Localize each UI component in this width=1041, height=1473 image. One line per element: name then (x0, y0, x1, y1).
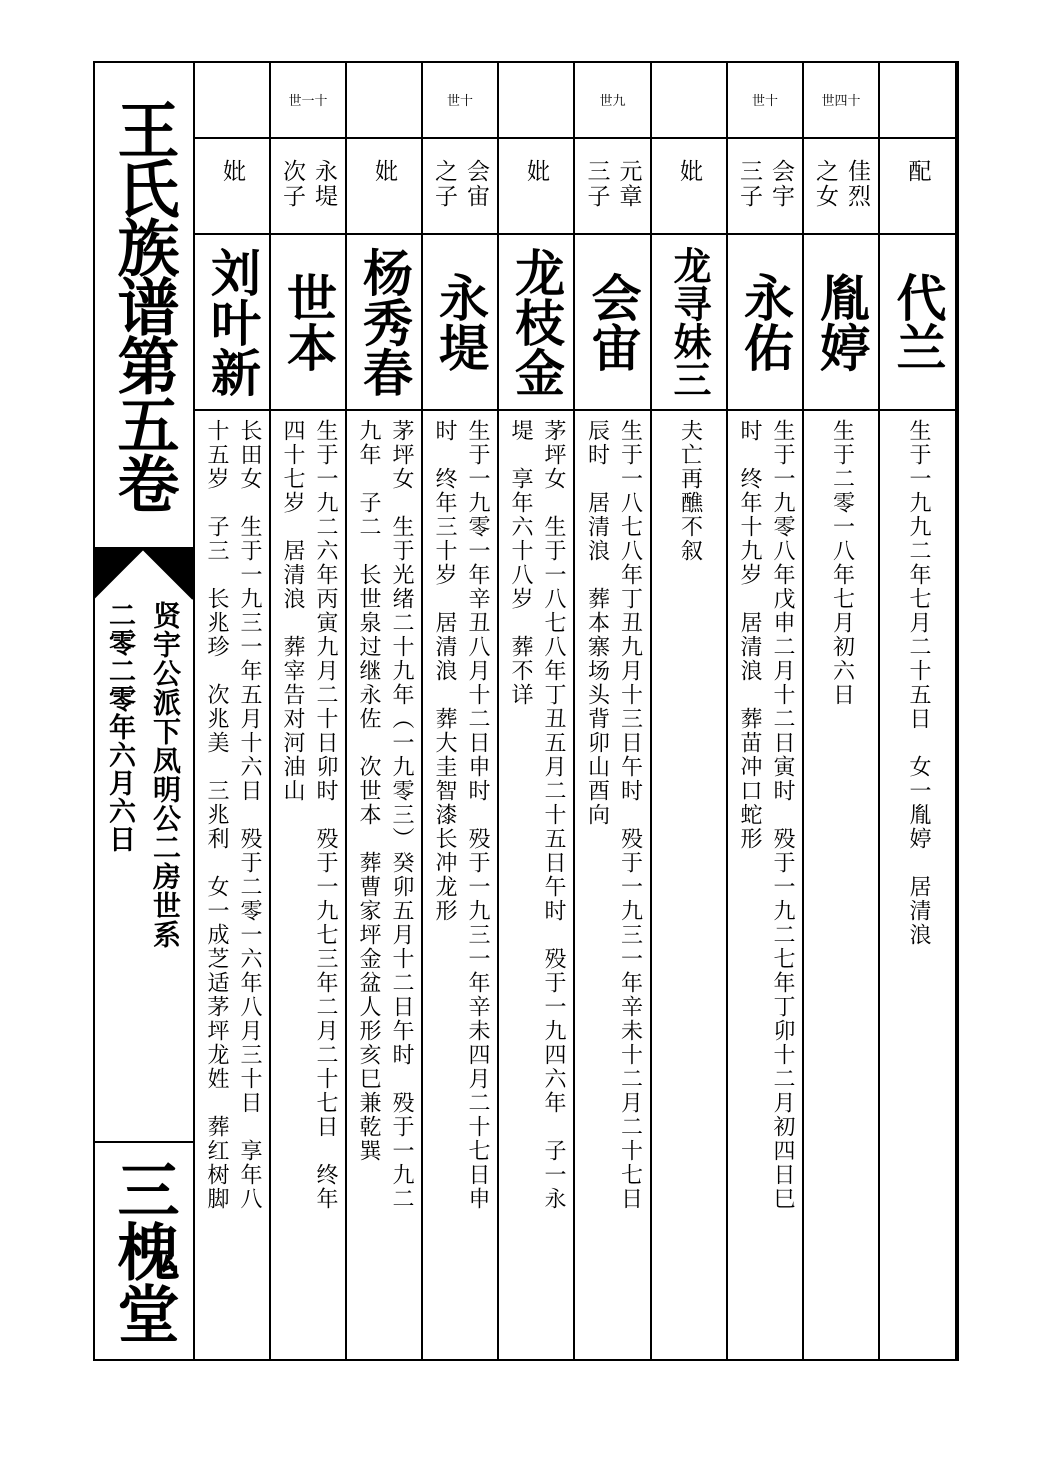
biography (423, 413, 497, 1357)
biography (347, 413, 421, 1357)
biography-line: 生于一九二六年丙寅九月二十日卯时 殁于一九七三年二月二十七日 终年 (313, 419, 338, 1211)
person-column (575, 61, 652, 1361)
relation-line: 之女 (812, 159, 838, 209)
hall-name: 三槐堂 (107, 1158, 180, 1344)
biography-line: 茅坪女 生于一八七八年丁丑五月二十五日午时 殁于一九四六年 子一永 (541, 419, 566, 1211)
person-column (347, 61, 423, 1361)
biography-line: 生于二零一八年七月初六日 (829, 419, 855, 707)
publication-date: 二零二零年六月六日 (104, 601, 135, 853)
book-title: 王氏族谱第五卷 (107, 97, 180, 511)
person-name: 杨秀春 (347, 235, 421, 411)
sidebar (93, 61, 195, 1361)
biography-line: 茅坪女 生于光绪二十九年（一九零三）癸卯五月十二日午时 殁于一九二 (389, 419, 414, 1211)
biography-line: 长田女 生于一九三一年五月十六日 殁于二零一六年八月三十日 享年八 (237, 419, 262, 1211)
person-column (880, 61, 957, 1361)
relation-line: 妣 (676, 159, 702, 184)
relation-line: 妣 (219, 159, 245, 184)
biography (499, 413, 573, 1357)
generation-label (499, 61, 573, 139)
person-name: 永佑 (728, 235, 802, 411)
person-name: 胤婷 (804, 235, 878, 411)
person-column (804, 61, 880, 1361)
generation-label (652, 61, 726, 139)
biography (804, 413, 878, 1357)
person-column (195, 61, 271, 1361)
person-name: 龙枝金 (499, 235, 573, 411)
relation-line: 永堤 (311, 159, 337, 209)
biography-line: 时 终年十九岁 居清浪 葬苗冲口蛇形 (737, 419, 762, 851)
relation-label (271, 139, 345, 235)
biography-line: 生于一八七八年丁丑九月十三日午时 殁于一九三一年辛未十二月二十七日 (617, 419, 643, 1211)
relation-label (499, 139, 573, 235)
fishtail-ornament-icon (93, 549, 193, 601)
generation-label (195, 61, 269, 139)
person-column (728, 61, 804, 1361)
biography (575, 413, 650, 1357)
biography-line: 四十七岁 居清浪 葬宰告对河油山 (280, 419, 305, 803)
generation-label: 世九 (575, 61, 650, 139)
generation-label: 世十 (423, 61, 497, 139)
person-column (499, 61, 575, 1361)
relation-line: 妣 (523, 159, 549, 184)
relation-line: 之子 (431, 159, 457, 209)
biography (728, 413, 802, 1357)
relation-label (728, 139, 802, 235)
biography-line: 生于一九零八年戊申二月十二日寅时 殁于一九二七年丁卯十二月初四日巳 (770, 419, 795, 1211)
person-name: 永堤 (423, 235, 497, 411)
person-name: 代兰 (880, 235, 955, 411)
relation-line: 会宙 (463, 159, 489, 209)
generation-label: 世四十 (804, 61, 878, 139)
biography (652, 413, 726, 1357)
biography-line: 时 终年三十岁 居清浪 葬大圭智漆长冲龙形 (432, 419, 457, 923)
relation-line: 三子 (583, 159, 610, 209)
relation-label (347, 139, 421, 235)
biography-line: 九年 子二 长世泉过继永佐 次世本 葬曹家坪金盆人形亥巳兼乾巽 (356, 419, 381, 1163)
biography-line: 十五岁 子三 长兆珍 次兆美 三兆利 女一成芝适茅坪龙姓 葬红树脚 (204, 419, 229, 1211)
relation-line: 次子 (279, 159, 305, 209)
person-name: 龙寻妹三 (652, 235, 726, 411)
person-column (652, 61, 728, 1361)
biography-line: 夫亡再醮不叙 (677, 419, 703, 563)
relation-label (423, 139, 497, 235)
biography (271, 413, 345, 1357)
biography (195, 413, 269, 1357)
generation-label: 世十 (728, 61, 802, 139)
relation-label (880, 139, 955, 235)
biography (880, 413, 955, 1357)
generation-label: 世一十 (271, 61, 345, 139)
generation-label (880, 61, 955, 139)
person-name: 刘叶新 (195, 235, 269, 411)
person-name: 世本 (271, 235, 345, 411)
biography-line: 堤 享年六十八岁 葬不详 (508, 419, 533, 707)
person-name: 会宙 (575, 235, 650, 411)
generation-label (347, 61, 421, 139)
person-column (271, 61, 347, 1361)
biography-line: 生于一九零一年辛丑八月十二日申时 殁于一九三一年辛未四月二十七日申 (465, 419, 490, 1211)
biography-line: 生于一九九二年七月二十五日 女一胤婷 居清浪 (906, 419, 931, 947)
relation-label (575, 139, 650, 235)
relation-label (804, 139, 878, 235)
relation-line: 会宇 (768, 159, 794, 209)
biography-line: 辰时 居清浪 葬本寨场头背卯山酉向 (584, 419, 610, 827)
relation-line: 佳烈 (844, 159, 870, 209)
relation-line: 妣 (371, 159, 397, 184)
relation-label (195, 139, 269, 235)
person-column (423, 61, 499, 1361)
relation-line: 三子 (736, 159, 762, 209)
relation-line: 配 (904, 159, 931, 184)
relation-line: 元章 (615, 159, 642, 209)
branch-subtitle: 贤宇公派下凤明公二房世系 (149, 601, 182, 949)
relation-label (652, 139, 726, 235)
